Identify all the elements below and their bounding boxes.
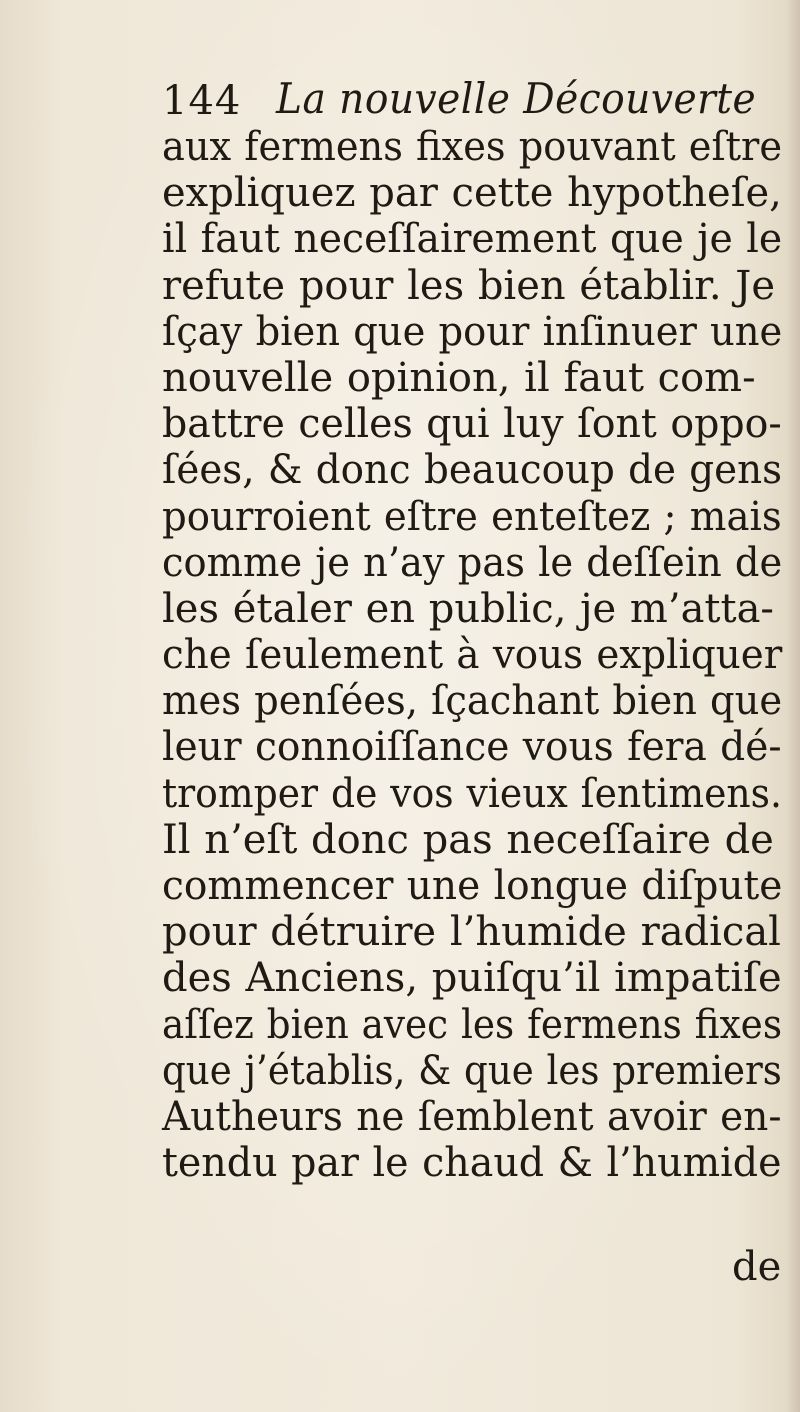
- text-line: mes penſées, ſçachant bien que: [162, 678, 783, 725]
- text-line: commencer une longue diſpute: [162, 863, 783, 909]
- body-text: [162, 124, 782, 1186]
- text-line: comme je n’ay pas le deſſein de: [162, 539, 783, 586]
- text-line: Autheurs ne ſemblent avoir en-: [162, 1093, 782, 1140]
- running-title: La nouvelle Découverte: [276, 74, 757, 123]
- text-line: ſçay bien que pour inſinuer une: [162, 308, 783, 355]
- text-line: tendu par le chaud & l’humide: [162, 1140, 782, 1187]
- catchword: de: [732, 1244, 782, 1290]
- text-line: il faut neceſſairement que je le: [162, 216, 783, 263]
- text-line: aſſez bien avec les fermens fixes: [162, 1001, 783, 1048]
- text-line: leur connoiſſance vous fera dé-: [162, 724, 782, 771]
- page-edge-shadow: [786, 0, 800, 1412]
- text-line: des Anciens, puiſqu’il impatiſe: [162, 955, 782, 1002]
- text-line: expliquez par cette hypotheſe,: [162, 170, 782, 217]
- page-number: 144: [162, 78, 242, 124]
- text-line: pourroient eſtre enteſtez ; mais: [162, 493, 782, 540]
- text-line: Il n’eſt donc pas neceſſaire de: [162, 816, 774, 863]
- text-line: les étaler en public, je m’atta-: [162, 585, 774, 632]
- text-line: aux fermens fixes pouvant eſtre: [162, 124, 783, 170]
- text-line: refute pour les bien établir. Je: [162, 262, 776, 309]
- text-line: nouvelle opinion, il faut com-: [162, 354, 756, 401]
- text-line: che ſeulement à vous expliquer: [162, 632, 783, 679]
- text-line: ſées, & donc beaucoup de gens: [162, 447, 783, 494]
- page-header: [162, 72, 762, 126]
- text-line: pour détruire l’humide radical: [162, 909, 781, 956]
- text-line: battre celles qui luy ſont oppo-: [162, 401, 782, 448]
- text-line: que j’établis, & que les premiers: [162, 1047, 782, 1094]
- text-line: tromper de vos vieux ſentimens.: [162, 770, 783, 817]
